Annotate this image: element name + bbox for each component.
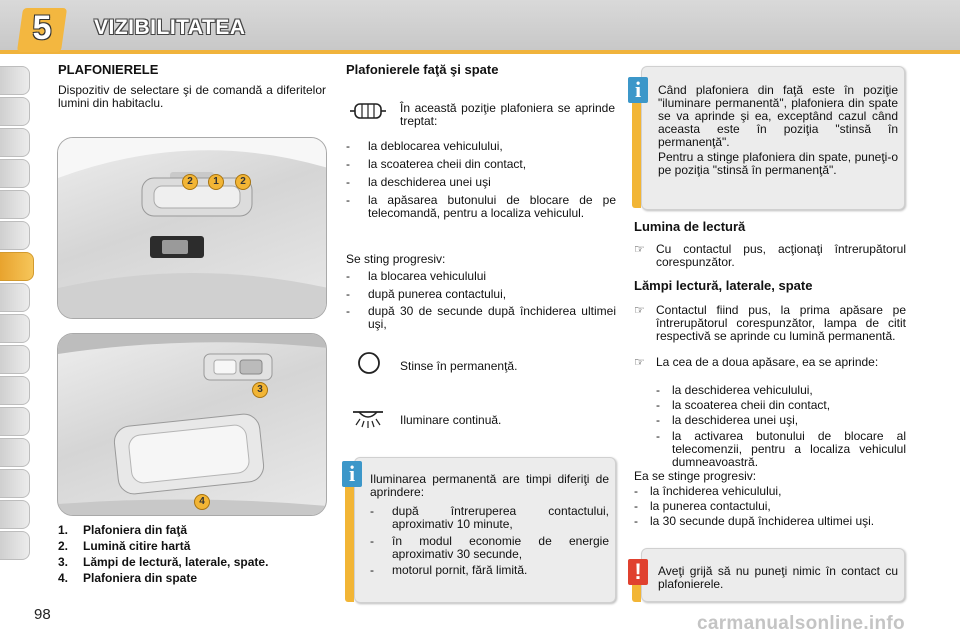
section-intro: Dispozitiv de selectare şi de comandă a diferitelor lumini din habitaclu. xyxy=(58,83,326,110)
callout-1: 1 xyxy=(208,174,224,190)
chapter-tab-10[interactable] xyxy=(0,345,30,374)
chapter-tab-11[interactable] xyxy=(0,376,30,405)
section-title-plafonierele: PLAFONIERELE xyxy=(58,62,159,77)
front-ceiling-light-photo xyxy=(57,137,327,319)
rear-ceiling-light-photo xyxy=(57,333,327,516)
header-accent-strip xyxy=(0,50,960,54)
chapter-tab-3[interactable] xyxy=(0,128,30,157)
list-item: - la deschiderea unei uşi xyxy=(346,175,491,189)
list-item: - la închiderea vehiculului, xyxy=(634,484,782,498)
section-title-side-lamps: Lămpi lectură, laterale, spate xyxy=(634,278,813,293)
info-paragraph-2: Pentru a stinge plafoniera din spate, puneţi-o pe poziţia "stinsă în permanenţă". xyxy=(658,150,898,177)
light-off-icon xyxy=(356,350,382,376)
callout-2-left: 2 xyxy=(182,174,198,190)
figure-legend xyxy=(58,522,328,586)
info-paragraph-1: Când plafoniera din faţă este în poziţie "iluminare permanentă", plafoniera din spate se va aprinde şi ea, exceptând cazul când aceasta este în poziţia "stinsă în permanenţă". xyxy=(658,83,898,149)
chapter-tab-15[interactable] xyxy=(0,500,30,529)
continuous-light-icon xyxy=(350,406,386,430)
list-item: - la deschiderea unei uşi, xyxy=(656,413,799,427)
list-item: - la deblocarea vehiculului, xyxy=(346,139,503,153)
off-intro: Se sting progresiv: xyxy=(346,252,446,266)
chapter-tab-6[interactable] xyxy=(0,221,30,250)
list-item: - după întreruperea contactului, aproximativ 10 minute, xyxy=(370,504,609,531)
chapter-tab-8[interactable] xyxy=(0,283,30,312)
callout-2-right: 2 xyxy=(235,174,251,190)
mode-off-text: Stinse în permanenţă. xyxy=(400,359,518,373)
list-item: - motorul pornit, fără limită. xyxy=(370,563,528,577)
info-icon: i xyxy=(628,77,648,103)
list-item: - la blocarea vehiculului xyxy=(346,269,487,283)
chapter-tab-1[interactable] xyxy=(0,66,30,95)
legend-item: 2. Lumină citire hartă xyxy=(58,539,191,553)
list-item: - la activarea butonului de blocare al telecomenzii, pentru a localiza vehiculul dumneavoastră. xyxy=(656,429,906,469)
section-title-front-rear: Plafonierele faţă şi spate xyxy=(346,62,499,77)
warning-text: Aveţi grijă să nu puneţi nimic în contact cu plafonierele. xyxy=(658,564,898,591)
list-item: ☞ Contactul fiind pus, la prima apăsare pe întrerupătorul corespunzător, lampa de citit respectivă se aprinde cu lumină permanentă. xyxy=(634,303,906,343)
list-item: - la deschiderea vehiculului, xyxy=(656,383,813,397)
list-item: - la scoaterea cheii din contact, xyxy=(346,157,527,171)
list-item: - la apăsarea butonului de blocare de pe telecomandă, pentru a localiza vehiculul. xyxy=(346,193,616,220)
chapter-tab-14[interactable] xyxy=(0,469,30,498)
chapter-tab-16[interactable] xyxy=(0,531,30,560)
mode-continuous-text: Iluminare continuă. xyxy=(400,413,502,427)
callout-4: 4 xyxy=(194,494,210,510)
list-item: - la scoaterea cheii din contact, xyxy=(656,398,831,412)
warning-icon: ! xyxy=(628,559,648,585)
list-item: ☞ La cea de a doua apăsare, ea se aprinde: xyxy=(634,355,879,369)
list-item: - în modul economie de energie aproximativ 30 secunde, xyxy=(370,534,609,561)
legend-item: 4. Plafoniera din spate xyxy=(58,571,198,585)
chapter-tab-13[interactable] xyxy=(0,438,30,467)
list-item: - după 30 de secunde după închiderea ultimei uşi, xyxy=(346,304,616,331)
off-intro-right: Ea se stinge progresiv: xyxy=(634,469,757,483)
chapter-tab-2[interactable] xyxy=(0,97,30,126)
chapter-tab-5[interactable] xyxy=(0,190,30,219)
chapter-tab-9[interactable] xyxy=(0,314,30,343)
list-item: - după punerea contactului, xyxy=(346,287,507,301)
legend-item: 3. Lămpi de lectură, laterale, spate. xyxy=(58,555,269,569)
chapter-tab-active[interactable] xyxy=(0,252,34,281)
list-item: ☞ Cu contactul pus, acţionaţi întrerupătorul corespunzător. xyxy=(634,242,906,269)
chapter-tab-12[interactable] xyxy=(0,407,30,436)
gradual-light-switch-icon xyxy=(350,100,386,122)
note-intro: Iluminarea permanentă are timpi diferiţi de aprindere: xyxy=(370,472,609,499)
callout-3: 3 xyxy=(252,382,268,398)
chapter-tab-4[interactable] xyxy=(0,159,30,188)
section-title-reading-light: Lumina de lectură xyxy=(634,219,746,234)
info-icon: i xyxy=(342,461,362,487)
mode-gradual-text: În această poziţie plafoniera se aprinde treptat: xyxy=(400,101,615,128)
page-number: 98 xyxy=(34,606,51,623)
chapter-number: 5 xyxy=(32,9,52,47)
list-item: - la punerea contactului, xyxy=(634,499,771,513)
list-item: - la 30 secunde după închiderea ultimei uşi. xyxy=(634,514,875,528)
watermark: carmanualsonline.info xyxy=(697,613,905,634)
page-title: VIZIBILITATEA xyxy=(94,16,246,39)
legend-item: 1. Plafoniera din faţă xyxy=(58,523,188,537)
